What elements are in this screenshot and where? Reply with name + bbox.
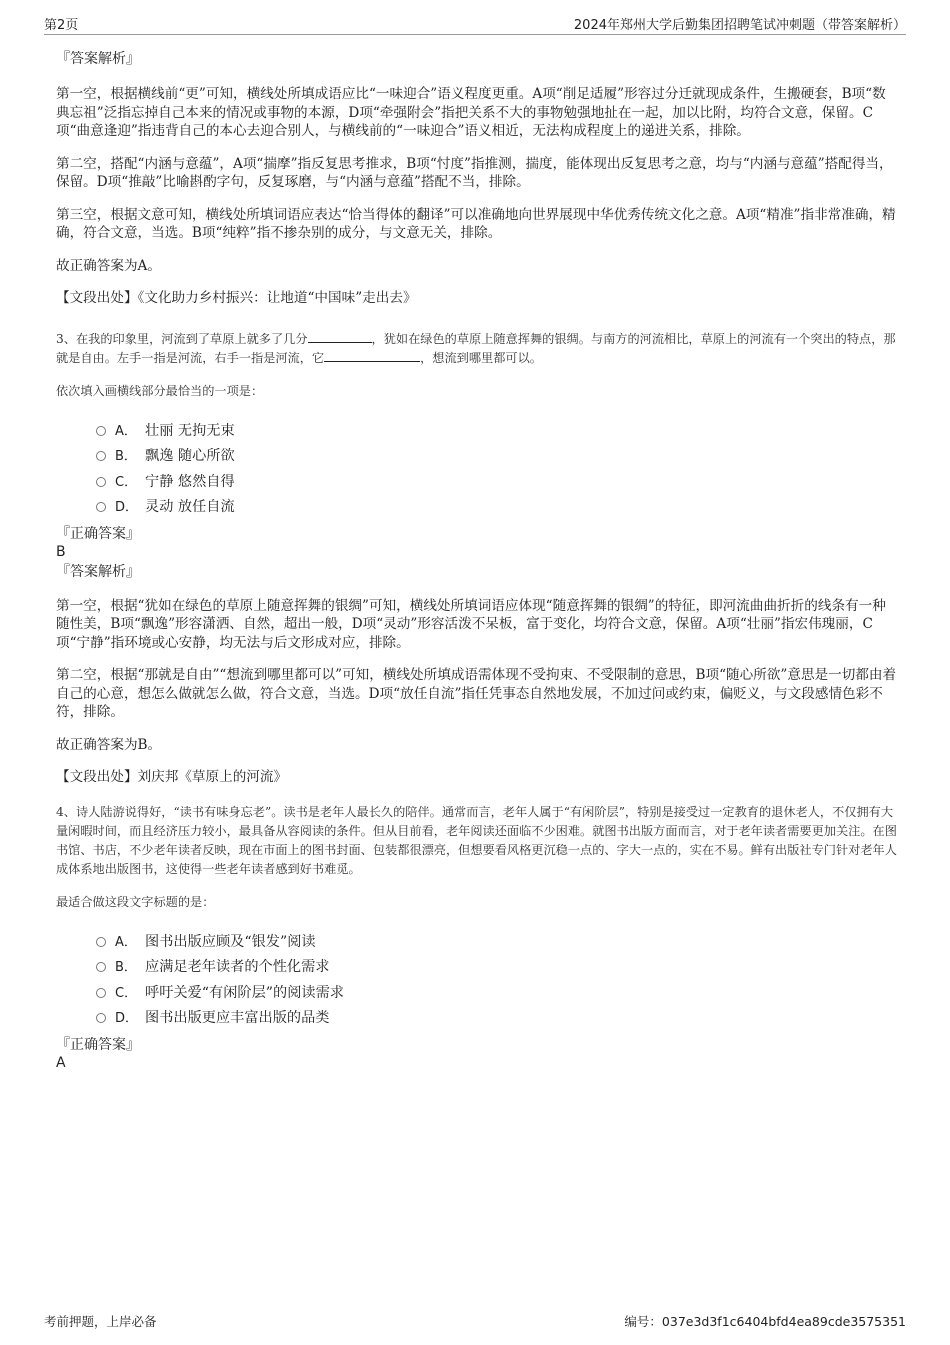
radio-icon[interactable] bbox=[96, 477, 106, 487]
option-a[interactable]: A． 壮丽 无拘无束 bbox=[96, 419, 898, 445]
answer-conclusion: 故正确答案为B。 bbox=[56, 736, 162, 753]
answer-conclusion: 故正确答案为A。 bbox=[56, 257, 161, 274]
page-header bbox=[44, 12, 906, 35]
option-d[interactable]: D． 图书出版更应丰富出版的品类 bbox=[96, 1006, 898, 1032]
analysis-paragraph: 第一空，根据“犹如在绿色的草原上随意挥舞的银绸”可知，横线处所填词语应体现“随意挥舞的银绸”的特征，即河流曲曲折折的线条有一种随性美，B项“飘逸”形容潇洒、自然，超出一般，D项“灵动”形容活泼不呆板，富于变化，均符合文意，保留。A项“壮丽”指宏伟瑰丽，C项“宁静”指环境或心安静，均无法与后文形成对应，排除。 bbox=[56, 597, 886, 651]
radio-icon[interactable] bbox=[96, 451, 106, 461]
question-prompt: 依次填入画横线部分最恰当的一项是： bbox=[56, 383, 264, 398]
source-citation: 【文段出处】《文化助力乡村振兴：让地道“中国味”走出去》 bbox=[56, 290, 417, 306]
answer-label: 『正确答案』 bbox=[56, 1036, 140, 1053]
radio-icon[interactable] bbox=[96, 426, 106, 436]
analysis-paragraph: 第二空，根据“那就是自由”“想流到哪里都可以”可知，横线处所填成语需体现不受拘束、不受限制的意思，B项“随心所欲”意思是一切都由着自己的心意，想怎么做就怎么做，符合文意，当选。D项“放任自流”指任凭事态自然地发展，不加过问或约束，偏贬义，与文段感情色彩不符，排除。 bbox=[56, 667, 897, 720]
option-a[interactable]: A． 图书出版应顾及“银发”阅读 bbox=[96, 930, 898, 956]
page-footer bbox=[44, 1312, 906, 1332]
question-prompt: 最适合做这段文字标题的是： bbox=[56, 894, 215, 909]
analysis-paragraph: 第一空，根据横线前“更”可知，横线处所填成语应比“一味迎合”语义程度更重。A项“削足适履”形容过分迁就现成条件，生搬硬套，B项“数典忘祖”泛指忘掉自己本来的情况或事物的本源，D项“牵强附会”指把关系不大的事物勉强地扯在一起，加以比附，均符合文意，保留。C项“曲意逢迎”指违背自己的本心去迎合别人，与横线前的“一味迎合”语义相近，无法构成程度上的递进关系，排除。 bbox=[56, 86, 886, 139]
analysis-label: 『答案解析』 bbox=[56, 563, 140, 580]
fill-blank bbox=[308, 330, 372, 343]
option-d[interactable]: D． 灵动 放任自流 bbox=[96, 495, 898, 521]
radio-icon[interactable] bbox=[96, 502, 106, 512]
radio-icon[interactable] bbox=[96, 1013, 106, 1023]
analysis-paragraph: 第二空，搭配“内涵与意蕴”，A项“揣摩”指反复思考推求，B项“忖度”指推测，揣度，能体现出反复思考之意，均与“内涵与意蕴”搭配得当，保留。D项“推敲”比喻斟酌字句，反复琢磨，与“内涵与意蕴”搭配不当，排除。 bbox=[56, 155, 893, 190]
analysis-label: 『答案解析』 bbox=[56, 51, 140, 67]
page-content bbox=[56, 44, 898, 1071]
page-number: 第2页 bbox=[44, 18, 79, 33]
question-text: 3、在我的印象里，河流到了草原上就多了几分 ，犹如在绿色的草原上随意挥舞的银绸。与南方的河流相比，草原上的河流有一个突出的特点，那就是自由。左手一指是河流，右手一指是河流，它 ，想流到哪里都可以。 bbox=[56, 331, 896, 365]
option-c[interactable]: C． 宁静 悠然自得 bbox=[96, 470, 898, 496]
footer-slogan: 考前押题，上岸必备 bbox=[44, 1314, 157, 1329]
radio-icon[interactable] bbox=[96, 988, 106, 998]
option-c[interactable]: C． 呼吁关爱“有闲阶层”的阅读需求 bbox=[96, 981, 898, 1007]
radio-icon[interactable] bbox=[96, 962, 106, 972]
question-text: 4、诗人陆游说得好，“读书有味身忘老”。读书是老年人最长久的陪伴。通常而言，老年人属于“有闲阶层”，特别是接受过一定教育的退休老人，不仅拥有大量闲暇时间，而且经济压力较小，最具备从容阅读的条件。但从目前看，老年阅读还面临不少困难。就图书出版方面而言，对于老年读者需要更加关注。在图书馆、书店，不少老年读者反映，现在市面上的图书封面、包装都很漂亮，但想要看风格更沉稳一点的、字大一点的，实在不易。鲜有出版社专门针对老年人成体系地出版图书，这使得一些老年读者感到好书难觅。 bbox=[56, 804, 897, 876]
correct-answer: B bbox=[56, 543, 66, 560]
option-b[interactable]: B． 应满足老年读者的个性化需求 bbox=[96, 955, 898, 981]
radio-icon[interactable] bbox=[96, 937, 106, 947]
document-id: 编号：037e3d3f1c6404bfd4ea89cde3575351 bbox=[624, 1314, 906, 1329]
analysis-paragraph: 第三空，根据文意可知，横线处所填词语应表达“恰当得体的翻译”可以准确地向世界展现中华优秀传统文化之意。A项“精准”指非常准确，精确，符合文意，当选。B项“纯粹”指不掺杂别的成分，与文意无关，排除。 bbox=[56, 206, 896, 241]
answer-label: 『正确答案』 bbox=[56, 525, 140, 542]
source-citation: 【文段出处】刘庆邦《草原上的河流》 bbox=[56, 769, 288, 785]
option-list bbox=[56, 419, 898, 521]
correct-answer: A bbox=[56, 1054, 66, 1071]
fill-blank bbox=[324, 349, 420, 362]
document-title: 2024年郑州大学后勤集团招聘笔试冲刺题（带答案解析） bbox=[573, 18, 906, 33]
option-b[interactable]: B． 飘逸 随心所欲 bbox=[96, 444, 898, 470]
option-list bbox=[56, 930, 898, 1032]
